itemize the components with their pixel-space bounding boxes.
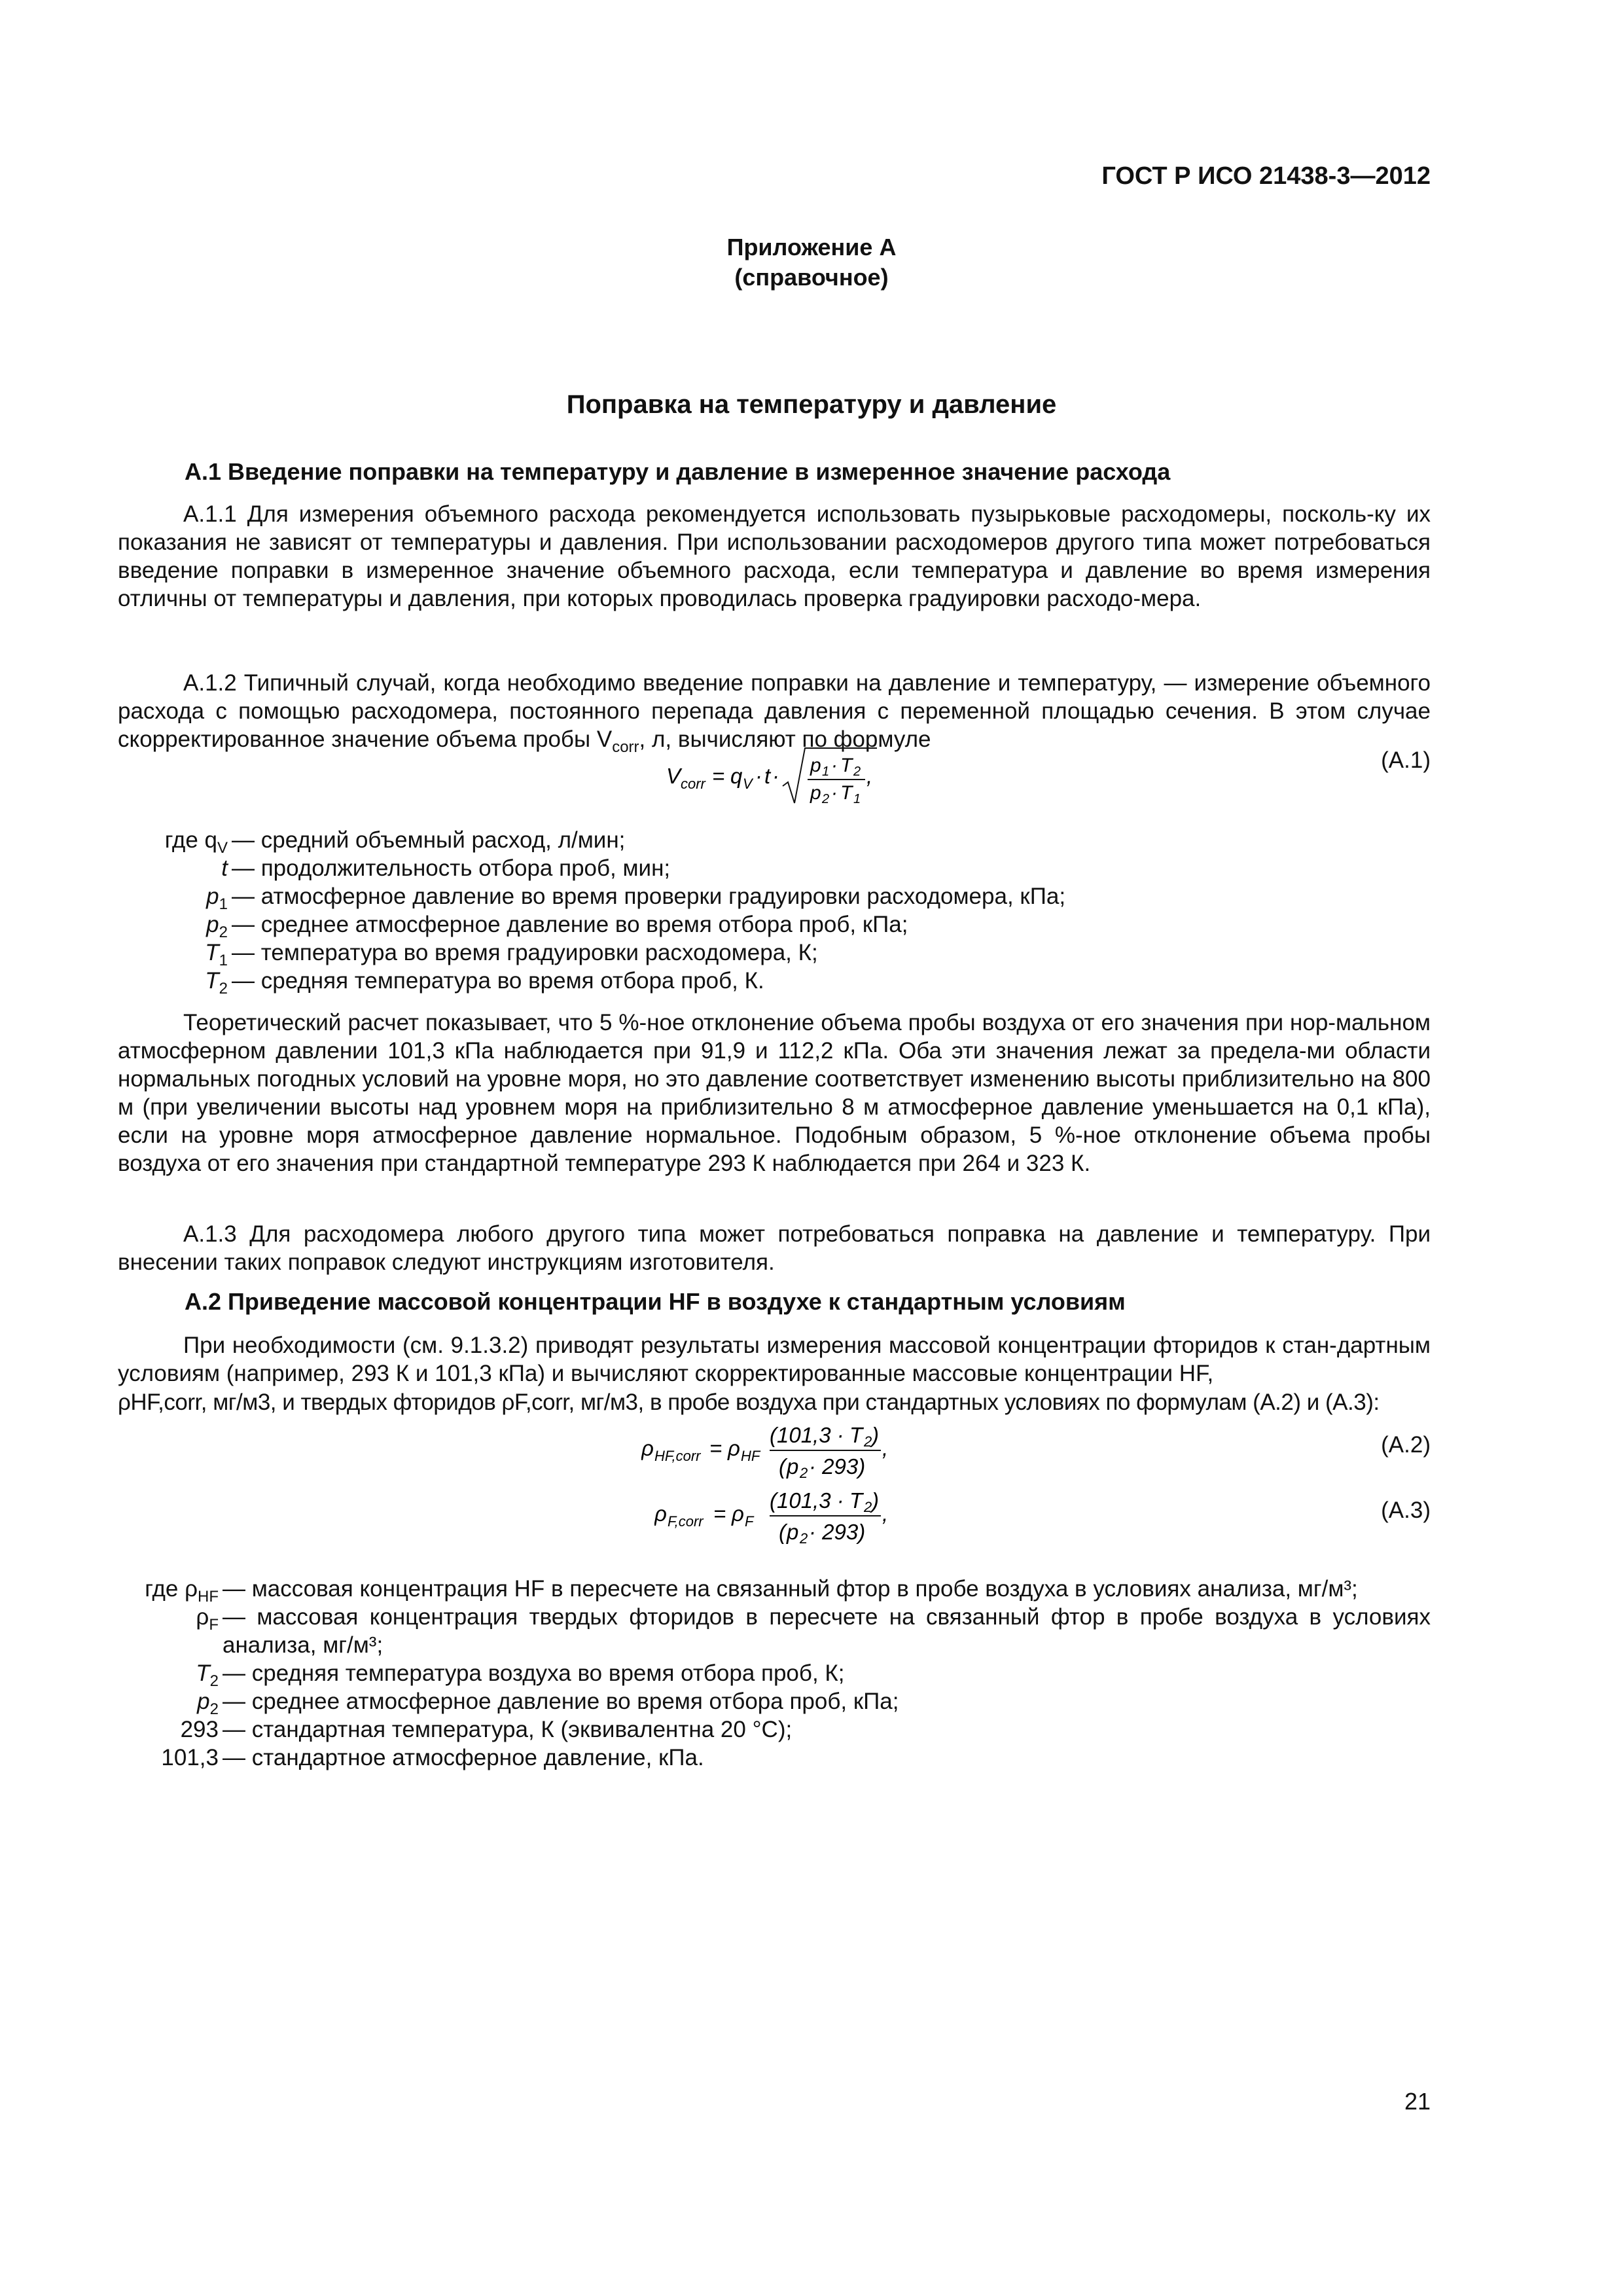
equation-a3-graphic bbox=[654, 1484, 916, 1550]
svg-text:p: p bbox=[787, 1454, 799, 1479]
para-a2-1-line3: ρHF,corr, мг/м3, и твердых фторидов ρF,corr, мг/м3, в пробе воздуха при стандартных условиях по формулам (А.2) и (А.3): bbox=[118, 1390, 1380, 1415]
svg-text:· 293): · 293) bbox=[809, 1520, 866, 1544]
def-text: — средняя температура во время отбора проб, К. bbox=[232, 968, 764, 994]
def-symbol: 101,3 bbox=[161, 1745, 219, 1770]
svg-text:p: p bbox=[787, 1520, 799, 1544]
svg-text:,: , bbox=[866, 764, 873, 788]
def-symbol: T bbox=[205, 940, 219, 965]
svg-text:2: 2 bbox=[864, 1499, 872, 1515]
def-text: — среднее атмосферное давление во время отбора проб, кПа; bbox=[223, 1689, 899, 1714]
def-symbol: T bbox=[205, 968, 219, 994]
svg-text:p: p bbox=[810, 782, 821, 804]
svg-text:V: V bbox=[743, 776, 753, 792]
def-text: — атмосферное давление во время проверки градуировки расходомера, кПа; bbox=[232, 884, 1066, 909]
para-a1-3: А.1.3 Для расходомера любого другого типа может потребоваться поправка на давление и температуру. При внесении таких поправок следуют инструкциям изготовителя. bbox=[118, 1221, 1431, 1275]
para-a1-1: А.1.1 Для измерения объемного расхода рекомендуется использовать пузырьковые расходомеры, посколь-ку их показания не зависят от температуры и давления. При использовании расходомеров другого типа может потребоваться введение поправки в измеренное значение объемного расхода, если температура и давление во время измерения отличны от температуры и давления, при которых проводилась проверка градуировки расходо-мера. bbox=[118, 501, 1431, 611]
svg-text:p: p bbox=[810, 755, 821, 776]
definition-list-a1 bbox=[118, 826, 1431, 1003]
def-symbol-sub: 1 bbox=[219, 952, 228, 969]
equation-a1-number: (А.1) bbox=[1381, 747, 1431, 773]
svg-text:1: 1 bbox=[853, 792, 861, 806]
svg-text:,: , bbox=[882, 1436, 889, 1460]
main-title: Поправка на температуру и давление bbox=[566, 390, 1057, 419]
equation-a2 bbox=[641, 1419, 916, 1484]
svg-text:ρ: ρ bbox=[732, 1501, 744, 1526]
document-code: ГОСТ Р ИСО 21438-3—2012 bbox=[1101, 162, 1431, 190]
def-symbol: T bbox=[196, 1660, 210, 1686]
annex-title: Приложение А bbox=[726, 234, 897, 260]
def-symbol-sub: 2 bbox=[209, 1672, 219, 1690]
def-symbol: где ρ bbox=[145, 1576, 198, 1602]
para-a1-2-tail: , л, вычисляют по формуле bbox=[639, 726, 931, 752]
def-symbol: 293 bbox=[180, 1717, 219, 1742]
def-text: — продолжительность отбора проб, мин; bbox=[232, 855, 671, 881]
vcorr-subscript: corr bbox=[612, 738, 639, 756]
svg-text:·: · bbox=[755, 764, 762, 788]
def-symbol: p bbox=[206, 912, 219, 937]
svg-text:2: 2 bbox=[800, 1530, 808, 1547]
svg-text:t: t bbox=[764, 764, 771, 788]
svg-text:=: = bbox=[712, 764, 725, 788]
svg-text:ρ: ρ bbox=[728, 1436, 740, 1460]
para-a1-theory: Теоретический расчет показывает, что 5 %-ное отклонение объема пробы воздуха от его значения при нор-мальном атмосферном давлении 101,3 кПа наблюдается при 91,9 и 112,2 кПа. Оба эти значения лежат за предела-ми области нормальных погодных условий на уровне моря, но это давление соответствует изменению высоты приблизительно на 800 м (при увеличении высоты над уровнем моря на приблизительно 8 м атмосферное давление уменьшается на 0,1 кПа), если на уровне моря атмосферное давление нормальное. Подобным образом, 5 %-ное отклонение объема пробы воздуха от его значения при стандартной температуре 293 К наблюдается при 264 и 323 К. bbox=[118, 1010, 1431, 1176]
equation-a3-number: (А.3) bbox=[1381, 1498, 1431, 1523]
definition-list-a2 bbox=[118, 1575, 1431, 1784]
equation-a1 bbox=[666, 743, 882, 808]
svg-text:(: ( bbox=[779, 1454, 786, 1479]
svg-text:T: T bbox=[849, 1423, 863, 1447]
def-symbol-sub: V bbox=[217, 839, 228, 857]
svg-text:2: 2 bbox=[864, 1433, 872, 1450]
svg-text:T: T bbox=[849, 1488, 863, 1513]
def-text: — стандартное атмосферное давление, кПа. bbox=[223, 1745, 704, 1770]
svg-text:corr: corr bbox=[681, 776, 705, 792]
def-symbol-sub: 2 bbox=[219, 980, 228, 997]
svg-text:T: T bbox=[840, 782, 853, 804]
para-a2-1: При необходимости (см. 9.1.3.2) приводят результаты измерения массовой концентрации фторидов к стан-дартным условиям (например, 293 К и 101,3 кПа) и вычисляют скорректированные массовые концентрации HF, bbox=[118, 1333, 1431, 1386]
def-text: — массовая концентрация HF в пересчете на связанный фтор в пробе воздуха в условиях анализа, мг/м³; bbox=[223, 1576, 1358, 1602]
svg-text:2: 2 bbox=[800, 1465, 808, 1481]
def-text: — средний объемный расход, л/мин; bbox=[232, 827, 626, 853]
svg-text:(101,3 ·: (101,3 · bbox=[770, 1423, 844, 1447]
def-text: — температура во время градуировки расходомера, К; bbox=[232, 940, 818, 965]
svg-text:): ) bbox=[872, 1488, 879, 1513]
svg-text:·: · bbox=[772, 764, 779, 788]
def-symbol-sub: F bbox=[209, 1616, 219, 1634]
svg-text:· 293): · 293) bbox=[809, 1454, 866, 1479]
svg-text:1: 1 bbox=[822, 764, 830, 779]
def-text: — массовая концентрация твердых фторидов в пересчете на связанный фтор в пробе воздуха в условиях анализа, мг/м³; bbox=[223, 1604, 1431, 1658]
svg-text:): ) bbox=[872, 1423, 879, 1447]
def-text: — стандартная температура, К (эквивалентна 20 °С); bbox=[223, 1717, 793, 1742]
def-symbol: t bbox=[221, 855, 228, 881]
svg-text:V: V bbox=[666, 764, 681, 788]
svg-text:(101,3 ·: (101,3 · bbox=[770, 1488, 844, 1513]
equation-a1-graphic bbox=[666, 743, 889, 808]
def-symbol-sub: HF bbox=[198, 1588, 219, 1605]
equation-a2-number: (А.2) bbox=[1381, 1432, 1431, 1458]
def-symbol-sub: 1 bbox=[219, 895, 228, 913]
page-number: 21 bbox=[1404, 2088, 1431, 2115]
svg-text:=: = bbox=[713, 1501, 726, 1526]
svg-text:,: , bbox=[882, 1501, 889, 1526]
para-a1-2-text: А.1.2 Типичный случай, когда необходимо введение поправки на давление и температуру, — измерение объемного расхода с помощью расходомера, постоянного перепада давления с переменной площадью сечения. В этом случае скорректированное значение объема пробы V bbox=[118, 670, 1431, 752]
svg-text:ρ: ρ bbox=[641, 1436, 654, 1460]
svg-text:F,corr: F,corr bbox=[668, 1513, 704, 1530]
def-symbol: p bbox=[206, 884, 219, 909]
svg-text:HF: HF bbox=[741, 1448, 760, 1464]
def-symbol: ρ bbox=[196, 1604, 209, 1630]
equation-a3 bbox=[654, 1484, 916, 1550]
svg-text:·: · bbox=[831, 755, 838, 776]
svg-text:ρ: ρ bbox=[654, 1501, 667, 1526]
section-a1-heading: А.1 Введение поправки на температуру и давление в измеренное значение расхода bbox=[185, 458, 1171, 485]
svg-text:F: F bbox=[745, 1513, 754, 1530]
svg-text:HF,corr: HF,corr bbox=[654, 1448, 701, 1464]
svg-text:T: T bbox=[840, 755, 853, 776]
equation-a2-graphic bbox=[641, 1419, 916, 1484]
def-symbol-sub: 2 bbox=[219, 924, 228, 941]
def-symbol: где q bbox=[164, 827, 217, 853]
svg-text:2: 2 bbox=[822, 792, 830, 806]
def-symbol-sub: 2 bbox=[209, 1700, 219, 1718]
svg-text:=: = bbox=[709, 1436, 722, 1460]
def-symbol: p bbox=[197, 1689, 210, 1714]
svg-text:·: · bbox=[831, 782, 838, 804]
svg-text:(: ( bbox=[779, 1520, 786, 1544]
annex-subtitle: (справочное) bbox=[734, 264, 889, 291]
def-text: — средняя температура воздуха во время отбора проб, К; bbox=[223, 1660, 845, 1686]
section-a2-heading: А.2 Приведение массовой концентрации HF в воздухе к стандартным условиям bbox=[185, 1288, 1126, 1315]
svg-text:2: 2 bbox=[853, 764, 861, 779]
svg-text:q: q bbox=[730, 764, 743, 788]
def-text: — среднее атмосферное давление во время отбора проб, кПа; bbox=[232, 912, 908, 937]
